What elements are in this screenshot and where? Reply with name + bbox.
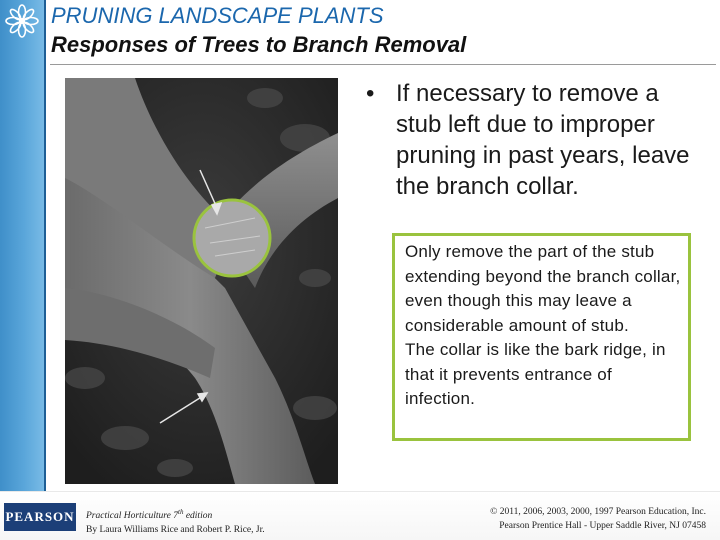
pearson-logo: PEARSON bbox=[4, 503, 76, 531]
slide-title: PRUNING LANDSCAPE PLANTS bbox=[51, 3, 384, 28]
book-authors: By Laura Williams Rice and Robert P. Rice, Jr. bbox=[86, 525, 265, 536]
tree-branch-collar-photo-icon bbox=[65, 78, 338, 484]
left-sidebar bbox=[0, 0, 44, 540]
book-title: Practical Horticulture 7th edition bbox=[86, 508, 213, 522]
publisher-text: Pearson Prentice Hall - Upper Saddle River, NJ 07458 bbox=[499, 521, 706, 531]
title-divider bbox=[50, 64, 716, 65]
note-paragraph: Only remove the part of the stub extending beyond the branch collar, even though this may leave a considerable amount of stub. bbox=[405, 242, 681, 335]
tree-photo bbox=[65, 78, 338, 484]
bullet-point bbox=[366, 78, 706, 202]
bullet-text: If necessary to remove a stub left due to improper pruning in past years, leave the branch collar. bbox=[396, 80, 690, 200]
note-box bbox=[392, 233, 691, 441]
copyright-text: © 2011, 2006, 2003, 2000, 1997 Pearson Education, Inc. bbox=[490, 507, 706, 517]
bullet-marker: • bbox=[366, 80, 375, 107]
footer-book-info bbox=[86, 505, 265, 537]
note-paragraph: The collar is like the bark ridge, in that it prevents entrance of infection. bbox=[405, 340, 666, 408]
footer-copyright bbox=[490, 505, 706, 533]
sidebar-divider bbox=[44, 0, 46, 540]
flower-logo-icon bbox=[2, 1, 42, 41]
slide-subtitle: Responses of Trees to Branch Removal bbox=[51, 32, 467, 57]
